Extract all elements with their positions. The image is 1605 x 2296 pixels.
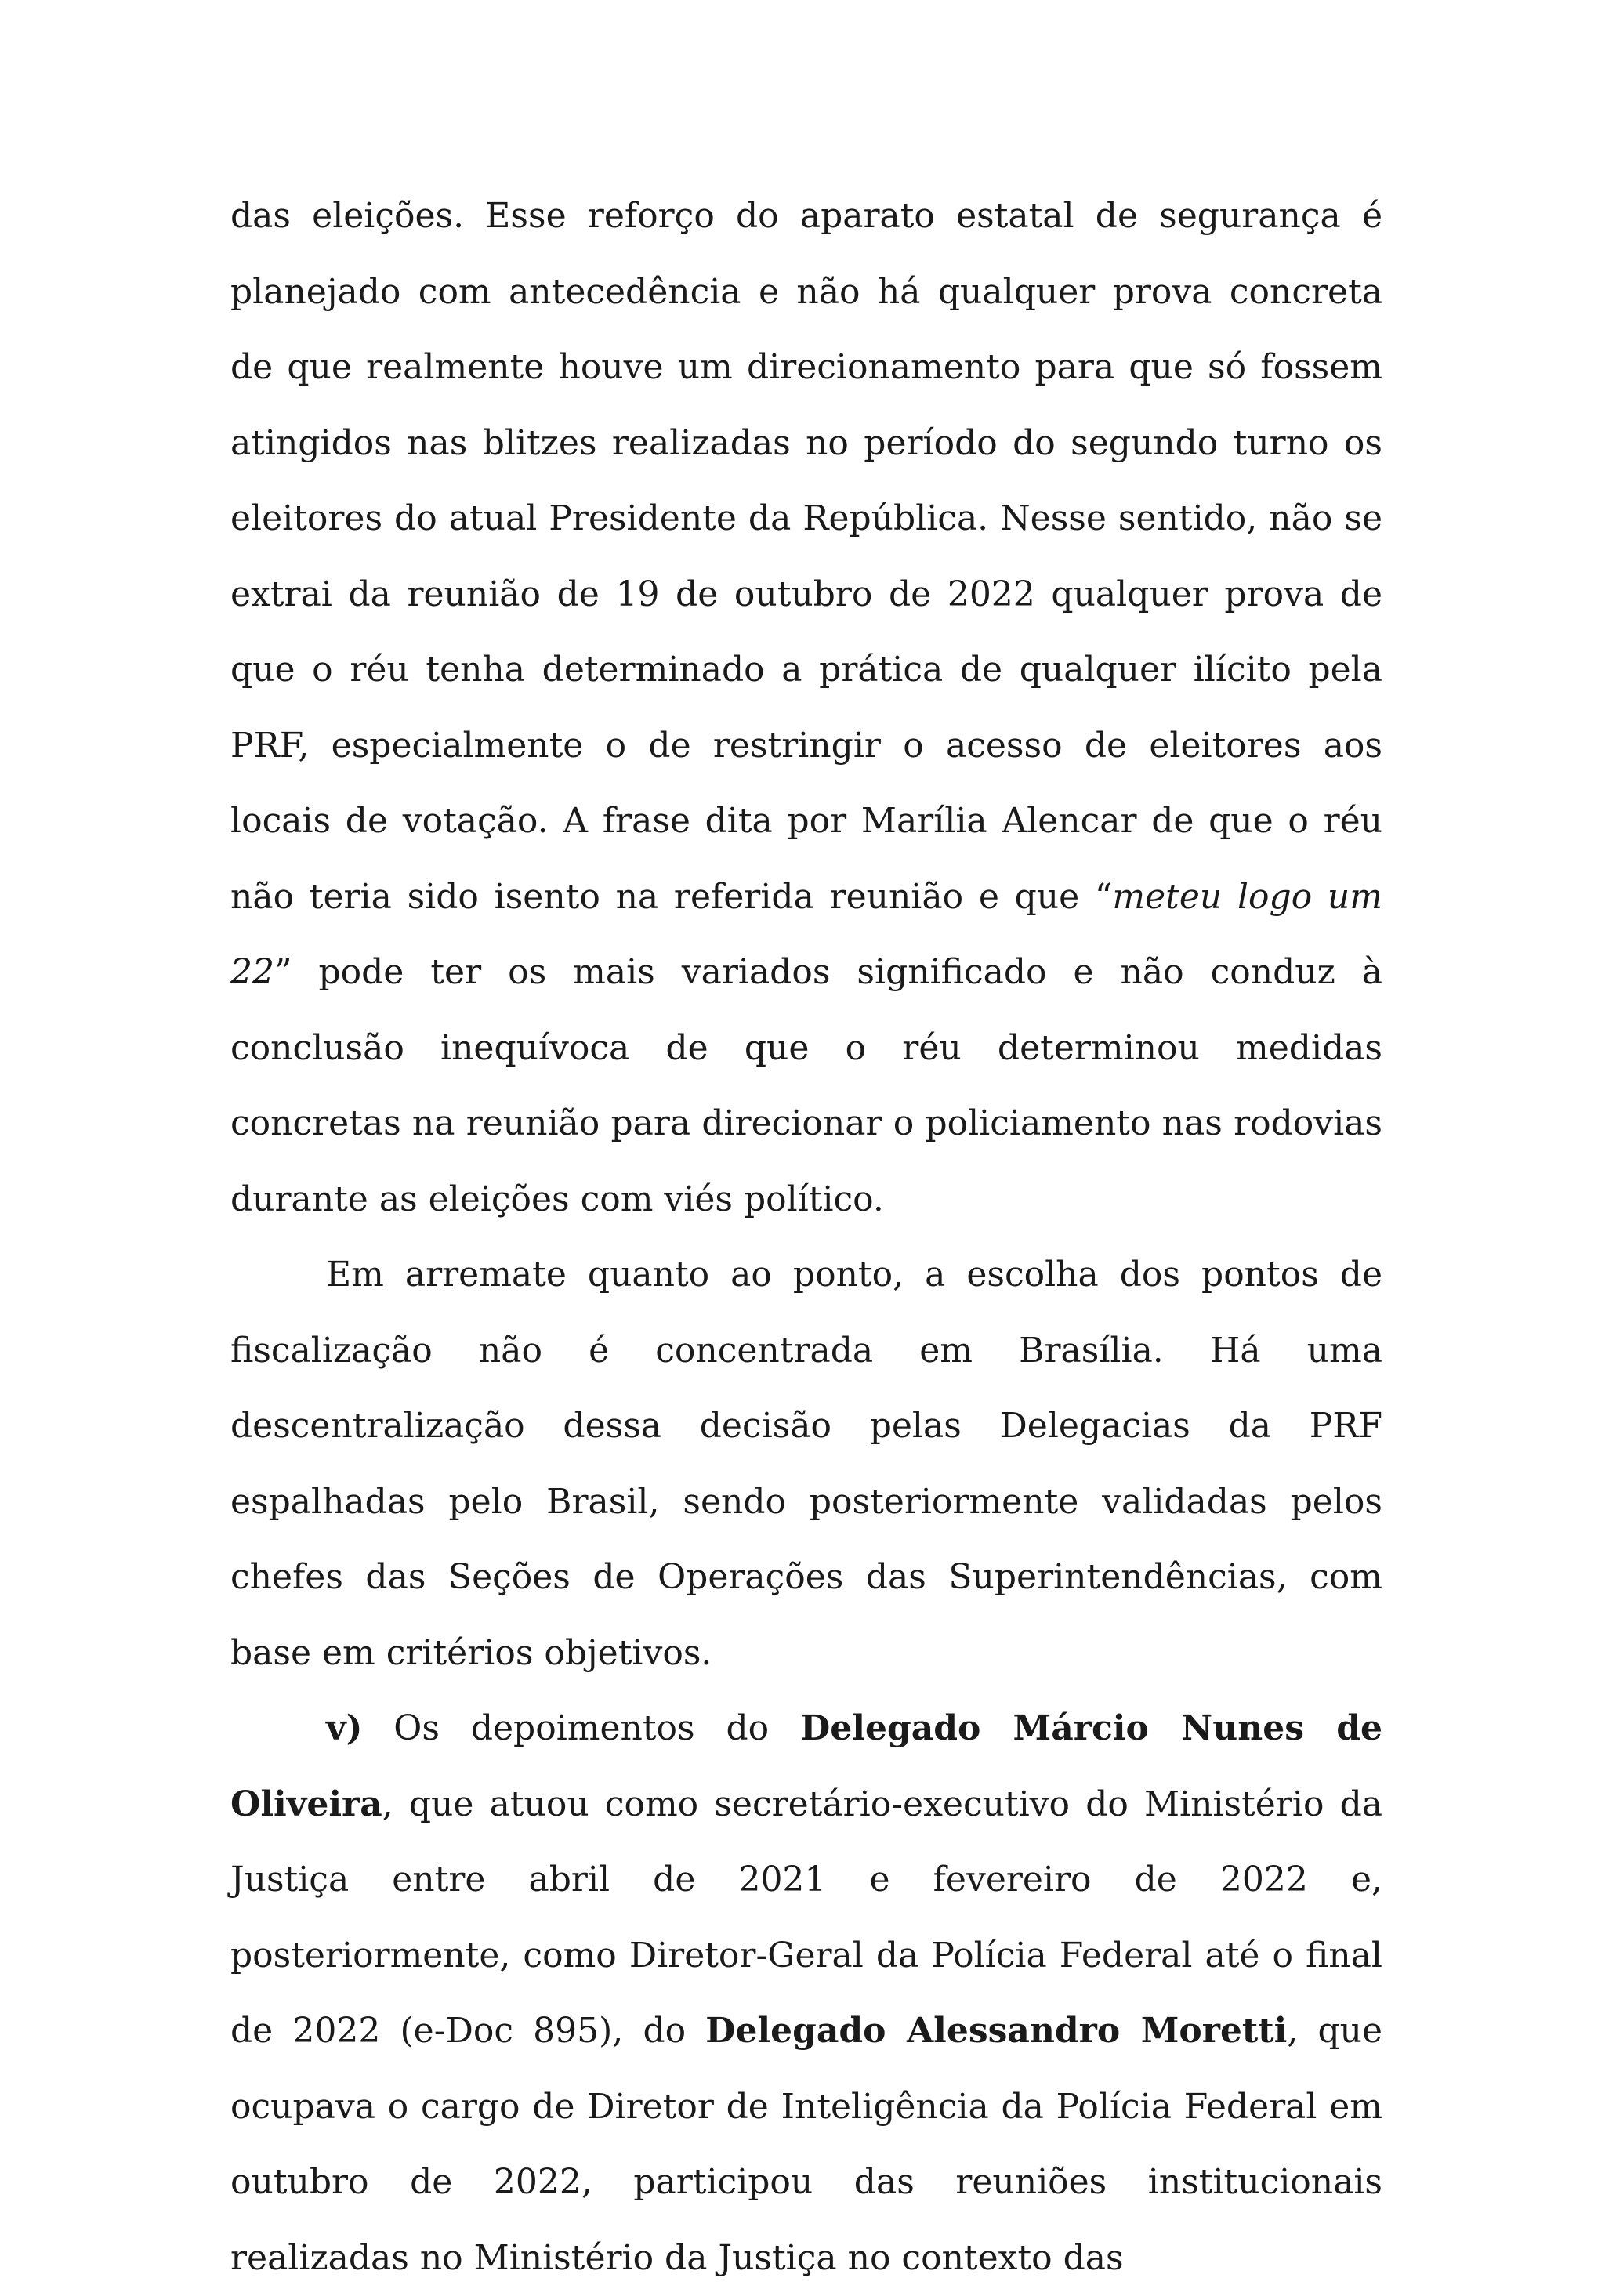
paragraph-3-text-c: , que ocupava o cargo de Diretor de Inteligência da Polícia Federal em outubro de 2022, participou das reuniões institucionais realizadas no Ministério da Justiça no contexto das [230,2011,1383,2278]
paragraph-2: Em arremate quanto ao ponto, a escolha dos pontos de fiscalização não é concentrada em Brasília. Há uma descentralização dessa decisão pelas Delegacias da PRF espalhadas pelo Brasil, sendo posteriormente validadas pelos chefes das Seções de Operações das Superintendências, com base em critérios objetivos. [230,1255,1382,1673]
paragraph-3-text-b: , que atuou como secretário-executivo do Ministério da Justiça entre abril de 2021 e fevereiro de 2022 e, posteriormente, como Diretor-Geral da Polícia Federal até o final de 2022 (e-Doc 895), do [230,1784,1382,2051]
paragraph-1-text-a: das eleições. Esse reforço do aparato estatal de segurança é planejado com antecedência e não há qualquer prova concreta de que realmente houve um direcionamento para que só fossem atingidos nas blitzes realizadas no período do segundo turno os eleitores do atual Presidente da República. Nesse sentido, não se extrai da reunião de 19 de outubro de 2022 qualquer prova de que o réu tenha determinado a prática de qualquer ilícito pela PRF, especialmente o de restringir o acesso de eleitores aos locais de votação. A frase dita por Marília Alencar de que o réu não teria sido isento na referida reunião e que “ [230,196,1382,917]
paragraph-3-text-a: Os depoimentos do [362,1708,801,1748]
paragraph-3 [230,1691,1382,2296]
item-marker: v) [326,1708,363,1748]
quoted-phrase: meteu logo um 22 [230,876,1382,992]
paragraph-1 [230,179,1382,1237]
witness-name-1: Delegado Márcio Nunes de Oliveira [230,1708,1382,1824]
witness-name-2: Delegado Alessandro Moretti [705,2011,1288,2051]
paragraph-1-text-b: ” pode ter os mais variados significado e não conduz à conclusão inequívoca de que o réu determinou medidas concretas na reunião para direcionar o policiamento nas rodovias durante as eleições com viés político. [230,952,1382,1219]
document-body [230,179,1382,2296]
